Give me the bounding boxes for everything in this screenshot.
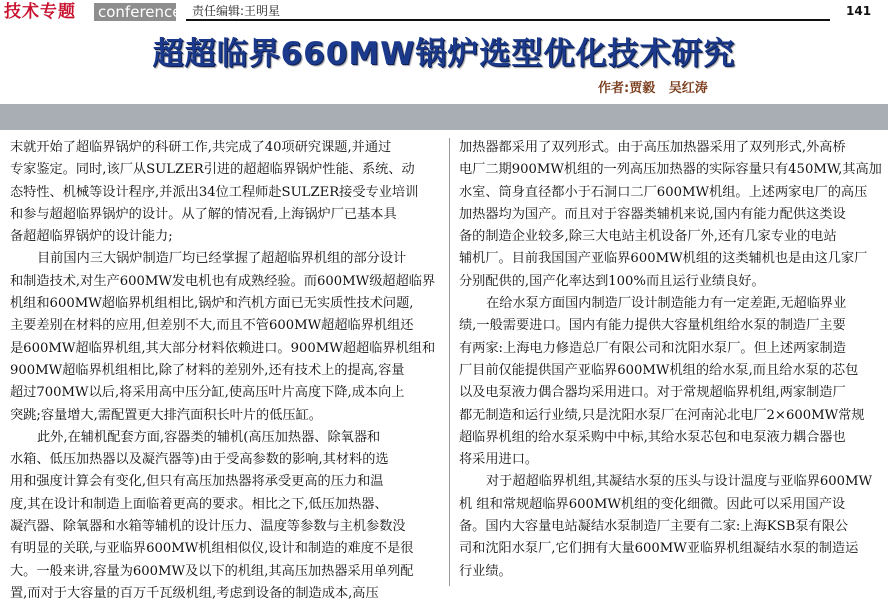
text-line: 司和沈阳水泵厂,它们拥有大量600MW亚临界机组凝结水泵的制造运 xyxy=(459,541,859,557)
section-label: 技术专题 xyxy=(4,2,76,22)
text-line: 度,其在设计和制造上面临着更高的要求。相比之下,低压加热器、 xyxy=(10,496,388,512)
text-line: 机 组和常规超临界600MW机组的变化细微。因此可以采用国产设 xyxy=(459,496,846,512)
article-title: 超超临界660MW锅炉选型优化技术研究 xyxy=(152,36,736,72)
text-line: 行业绩。 xyxy=(459,563,512,579)
text-line: 将采用进口。 xyxy=(459,452,539,468)
text-line: 机组和600MW超临界机组相比,锅炉和汽机方面已无实质性技术问题, xyxy=(10,296,414,312)
text-line: 以及电泵液力偶合器均采用进口。对于常规超临界机组,两家制造厂 xyxy=(459,385,846,401)
editor-credit: 责任编辑:王明星 xyxy=(192,4,281,18)
text-line: 加热器均为国产。而且对于容器类辅机来说,国内有能力配供这类设 xyxy=(459,206,846,222)
text-line: 大。一般来讲,容量为600MW及以下的机组,其高压加热器采用单列配 xyxy=(10,563,414,579)
text-line: 有明显的关联,与亚临界600MW机组相似仪,设计和制造的难度不是很 xyxy=(10,541,414,557)
text-line: 和制造技术,对生产600MW发电机也有成熟经验。而600MW级超超临界 xyxy=(10,273,436,289)
decorative-band xyxy=(0,104,888,130)
text-line: 此外,在辅机配套方面,容器类的辅机(高压加热器、除氧器和 xyxy=(37,429,381,445)
text-line: 对于超超临界机组,其凝结水泵的压头与设计温度与亚临界600MW xyxy=(486,474,873,490)
article-author: 作者:贾毅 吴红涛 xyxy=(598,81,708,96)
text-line: 态特性、机械等设计程序,并派出34位工程师赴SULZER接受专业培训 xyxy=(10,184,419,200)
left-column xyxy=(10,137,438,605)
text-line: 超过700MW以后,将采用高中压分缸,使高压叶片高度下降,成本向上 xyxy=(10,385,405,401)
text-line: 都无制造和运行业绩,只是沈阳水泵厂在河南沁北电厂2×600MW常规 xyxy=(459,407,865,423)
text-line: 有两家:上海电力修造总厂有限公司和沈阳水泵厂。但上述两家制造 xyxy=(459,340,846,356)
text-line: 备。国内大容量电站凝结水泵制造厂主要有二家:上海KSB泵有限公 xyxy=(459,519,849,535)
text-line: 分别配供的,国产化率达到100%而且运行业绩良好。 xyxy=(459,273,765,289)
text-line: 用和强度计算会有变化,但只有高压加热器将承受更高的压力和温 xyxy=(10,474,384,490)
text-line: 超临界机组的给水泵采购中中标,其给水泵芯包和电泵液力耦合器也 xyxy=(459,429,846,445)
text-line: 电厂二期900MW机组的一列高压加热器的实际容量只有450MW,其高加 xyxy=(459,162,882,178)
text-line: 水箱、低压加热器以及凝汽器等)由于受高参数的影响,其材料的选 xyxy=(10,452,389,468)
section-label-en: conference xyxy=(94,3,176,21)
text-line: 备超超临界锅炉的设计能力; xyxy=(10,229,173,245)
text-line: 和参与超超临界锅炉的设计。从了解的情况看,上海锅炉厂已基本具 xyxy=(10,206,397,222)
text-line: 专家鉴定。同时,该厂从SULZER引进的超超临界锅炉性能、系统、动 xyxy=(10,162,415,178)
right-column xyxy=(459,137,883,583)
text-line: 备的制造企业较多,除三大电站主机设备厂外,还有几家专业的电站 xyxy=(459,229,837,245)
text-line: 辅机厂。目前我国国产亚临界600MW机组的这类辅机也是由这几家厂 xyxy=(459,251,868,267)
text-line: 绩,一般需要进口。国内有能力提供大容量机组给水泵的制造厂主要 xyxy=(459,318,846,334)
text-line: 加热器都采用了双列形式。由于高压加热器采用了双列形式,外高桥 xyxy=(459,140,846,155)
page-number: 141 xyxy=(846,4,872,18)
column-divider xyxy=(449,138,450,586)
text-line: 置,而对于大容量的百万千瓦级机组,考虑到设备的制造成本,高压 xyxy=(10,585,379,601)
page-header xyxy=(0,0,888,24)
text-line: 突跳;容量增大,需配置更大排汽面积长叶片的低压缸。 xyxy=(10,407,322,423)
text-line: 凝汽器、除氧器和水箱等辅机的设计压力、温度等参数与主机参数没 xyxy=(10,519,406,535)
text-line: 主要差别在材料的应用,但差别不大,而且不管600MW超超临界机组还 xyxy=(10,318,414,334)
text-line: 末就开始了超临界锅炉的科研工作,共完成了40项研究课题,并通过 xyxy=(10,140,392,155)
text-line: 在给水泵方面国内制造厂设计制造能力有一定差距,无超临界业 xyxy=(486,296,847,312)
text-line: 是600MW超临界机组,其大部分材料依赖进口。900MW超超临界机组和 xyxy=(10,340,436,356)
text-line: 目前国内三大锅炉制造厂均已经掌握了超超临界机组的部分设计 xyxy=(37,251,407,267)
text-line: 水室、筒身直径都小于石洞口二厂600MW机组。上述两家电厂的高压 xyxy=(459,184,868,200)
header-rule xyxy=(186,19,830,21)
text-line: 厂目前仅能提供国产亚临界600MW机组的给水泵,而且给水泵的芯包 xyxy=(459,362,859,378)
text-line: 900MW超临界机组相比,除了材料的差别外,还有技术上的提高,容量 xyxy=(10,362,405,378)
